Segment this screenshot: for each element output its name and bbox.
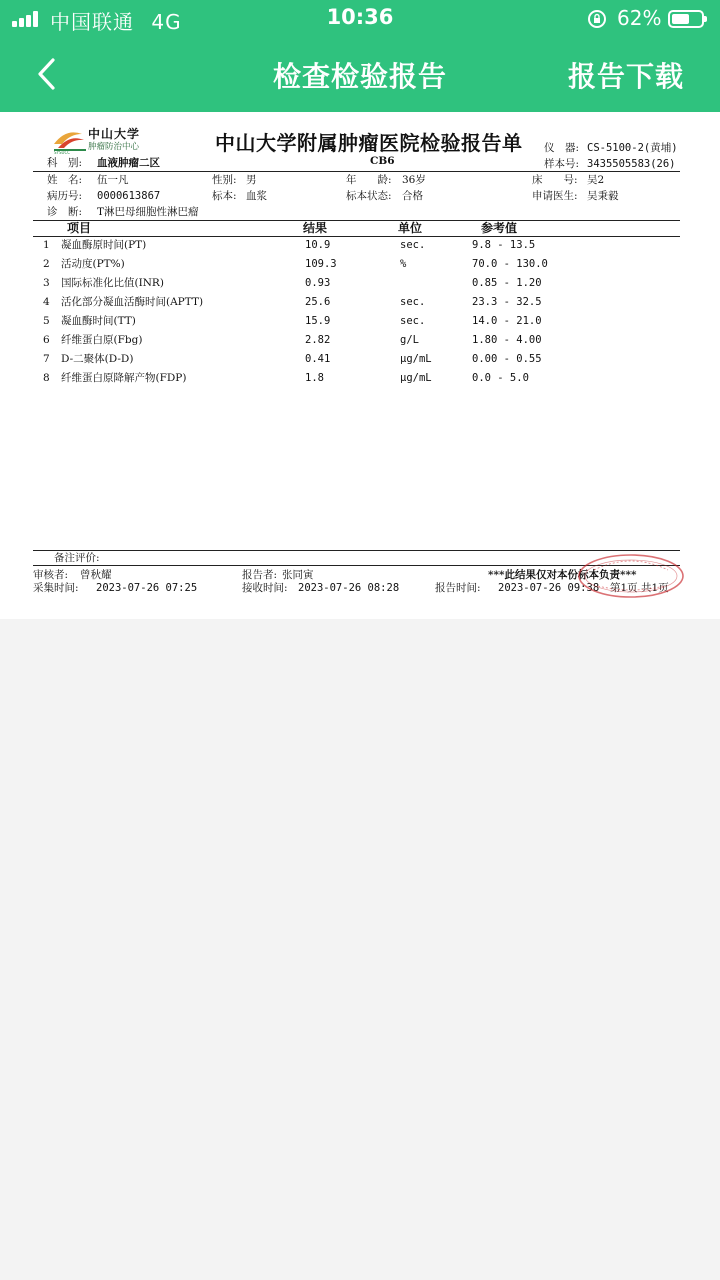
diagnosis-label: 诊 断:: [47, 206, 83, 218]
instrument-label: 仪 器:: [544, 142, 580, 154]
row-reference: 14.0 - 21.0: [472, 315, 542, 327]
logo-subtitle: 肿瘤防治中心: [88, 142, 140, 152]
age-value: 36岁: [402, 174, 426, 186]
row-result: 109.3: [305, 258, 337, 270]
department-label: 科 别:: [47, 157, 83, 169]
report-code: CB6: [370, 155, 395, 167]
specimen-status-value: 合格: [402, 190, 423, 202]
row-unit: %: [400, 258, 407, 270]
nav-bar: [0, 38, 720, 112]
name-value: 伍一凡: [97, 174, 129, 186]
table-header-divider: [33, 236, 680, 237]
row-number: 4: [43, 296, 50, 308]
row-result: 15.9: [305, 315, 331, 327]
bed-label: 床 号:: [532, 174, 578, 186]
rotation-lock-icon: [587, 9, 607, 29]
row-number: 3: [43, 277, 50, 289]
row-reference: 0.0 - 5.0: [472, 372, 529, 384]
download-report-button[interactable]: 报告下载: [567, 60, 684, 93]
name-label: 姓 名:: [47, 174, 83, 186]
bed-value: 吴2: [587, 174, 605, 186]
svg-text:SYSUCC: SYSUCC: [54, 150, 71, 154]
row-result: 25.6: [305, 296, 331, 308]
row-item: 活化部分凝血活酶时间(APTT): [61, 296, 204, 308]
page-info: 第1页 共1页: [610, 582, 669, 594]
reporter-value: 张同寅: [282, 569, 314, 581]
record-label: 病历号:: [47, 190, 83, 202]
age-label: 年 龄:: [346, 174, 392, 186]
row-item: 纤维蛋白原(Fbg): [61, 334, 143, 346]
row-result: 1.8: [305, 372, 324, 384]
row-reference: 9.8 - 13.5: [472, 239, 536, 251]
row-reference: 0.00 - 0.55: [472, 353, 542, 365]
sample-no-value: 3435505583(26): [587, 158, 676, 170]
doctor-label: 申请医生:: [532, 190, 578, 202]
row-reference: 0.85 - 1.20: [472, 277, 542, 289]
collect-time-value: 2023-07-26 07:25: [96, 582, 198, 594]
status-time: 10:36: [326, 5, 394, 29]
sample-no-label: 样本号:: [544, 158, 580, 170]
header-divider: [33, 171, 680, 172]
row-unit: μg/mL: [400, 353, 432, 365]
row-number: 1: [43, 239, 50, 251]
battery-percent: 62%: [617, 6, 662, 30]
row-result: 10.9: [305, 239, 331, 251]
row-item: 凝血酶时间(TT): [61, 315, 136, 327]
hospital-seal-icon: [576, 552, 686, 600]
row-number: 6: [43, 334, 50, 346]
lab-report-document: [0, 112, 720, 619]
col-unit: 单位: [398, 221, 423, 235]
row-item: 凝血酶原时间(PT): [61, 239, 147, 251]
specimen-status-label: 标本状态:: [346, 190, 392, 202]
row-unit: sec.: [400, 315, 426, 327]
specimen-label: 标本:: [212, 190, 237, 202]
receive-time-value: 2023-07-26 08:28: [298, 582, 400, 594]
report-time-value: 2023-07-26 09:38: [498, 582, 600, 594]
app-header: [0, 0, 720, 112]
department-value: 血液肿瘤二区: [97, 157, 160, 169]
row-unit: g/L: [400, 334, 419, 346]
row-number: 2: [43, 258, 50, 270]
diagnosis-value: T淋巴母细胞性淋巴瘤: [97, 206, 199, 218]
row-item: 活动度(PT%): [61, 258, 125, 270]
row-result: 0.93: [305, 277, 331, 289]
row-number: 8: [43, 372, 50, 384]
receive-time-label: 接收时间:: [242, 582, 288, 594]
sex-label: 性别:: [212, 174, 237, 186]
reporter-label: 报告者:: [242, 569, 278, 581]
row-item: D-二聚体(D-D): [61, 353, 134, 365]
report-time-label: 报告时间:: [435, 582, 481, 594]
specimen-value: 血浆: [246, 190, 267, 202]
reviewer-value: 曾秋耀: [80, 569, 112, 581]
footer-divider: [33, 550, 680, 551]
battery-icon: [668, 10, 704, 28]
collect-time-label: 采集时间:: [33, 582, 79, 594]
network-type: 4G: [151, 10, 182, 34]
row-unit: sec.: [400, 296, 426, 308]
disclaimer: ***此结果仅对本份标本负责***: [488, 569, 637, 581]
report-title: 中山大学附属肿瘤医院检验报告单: [215, 131, 523, 155]
logo-name: 中山大学: [88, 127, 141, 141]
remark-label: 备注评价:: [54, 552, 100, 564]
page-title: 检查检验报告: [272, 60, 447, 93]
sex-value: 男: [246, 174, 257, 186]
row-unit: sec.: [400, 239, 426, 251]
instrument-value: CS-5100-2(黄埔): [587, 142, 678, 154]
row-result: 2.82: [305, 334, 331, 346]
col-result: 结果: [303, 221, 328, 235]
battery-fill: [672, 14, 689, 24]
doctor-value: 吴秉毅: [587, 190, 619, 202]
row-reference: 23.3 - 32.5: [472, 296, 542, 308]
col-reference: 参考值: [481, 221, 518, 235]
row-number: 7: [43, 353, 50, 365]
status-bar: [0, 0, 720, 38]
row-result: 0.41: [305, 353, 331, 365]
record-value: 0000613867: [97, 190, 161, 202]
row-reference: 1.80 - 4.00: [472, 334, 542, 346]
row-unit: μg/mL: [400, 372, 432, 384]
table-top-divider: [33, 220, 680, 221]
carrier-name: 中国联通: [50, 10, 134, 34]
row-reference: 70.0 - 130.0: [472, 258, 548, 270]
col-item: 项目: [67, 221, 92, 235]
reviewer-label: 审核者:: [33, 569, 69, 581]
row-item: 纤维蛋白原降解产物(FDP): [61, 372, 187, 384]
row-item: 国际标准化比值(INR): [61, 277, 164, 289]
row-number: 5: [43, 315, 50, 327]
